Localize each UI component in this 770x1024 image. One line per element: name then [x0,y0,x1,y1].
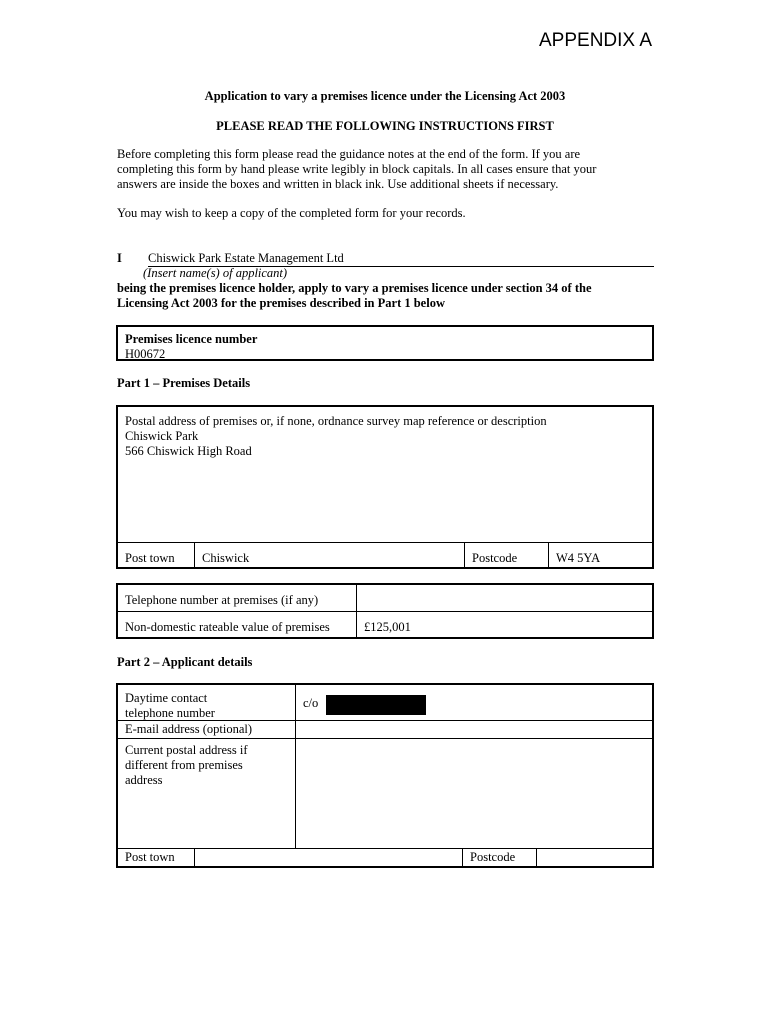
intro-line-1: Before completing this form please read the guidance notes at the end of the form. If you are [117,147,581,161]
current-address-label [118,739,255,792]
intro-line-2: completing this form by hand please write legibly in block capitals. In all cases ensure that your [117,162,597,176]
part2-heading: Part 2 – Applicant details [117,655,253,669]
redacted-block [326,695,426,715]
daytime-phone-label-line-1: Daytime contact [125,691,208,705]
post-town-value[interactable]: Chiswick [202,551,250,565]
applicant-post-town-field[interactable] [195,848,462,866]
rateable-value-label: Non-domestic rateable value of premises [125,620,330,634]
part1-heading: Part 1 – Premises Details [117,376,251,390]
applicant-postcode-label: Postcode [470,850,516,864]
statement-line-2: Licensing Act 2003 for the premises described in Part 1 below [117,296,445,310]
applicant-post-town-label: Post town [125,850,175,864]
applicant-postcode-field[interactable] [537,848,652,866]
statement-line-1: being the premises licence holder, apply to vary a premises licence under section 34 of the [117,281,592,295]
premises-address-box [116,405,654,569]
current-address-field[interactable] [296,739,652,848]
daytime-phone-value: c/o [303,696,319,710]
telephone-label: Telephone number at premises (if any) [125,593,319,607]
intro-keep-copy: You may wish to keep a copy of the completed form for your records. [117,206,466,220]
premises-address-label: Postal address of premises or, if none, ordnance survey map reference or description [125,414,547,428]
premises-contact-box [116,583,654,639]
address-divider [118,542,652,543]
daytime-phone-field[interactable] [296,687,652,720]
applicant-prefix: I [117,251,122,265]
rateable-value[interactable]: £125,001 [364,620,411,634]
instructions-heading: PLEASE READ THE FOLLOWING INSTRUCTIONS FIRST [216,119,554,133]
premises-address-line-1: Chiswick Park [125,429,199,443]
postcode-label: Postcode [472,551,518,565]
telephone-value[interactable] [357,589,652,611]
premises-address-line-2: 566 Chiswick High Road [125,444,252,458]
premises-address-field[interactable] [118,410,648,463]
current-address-label-line-1: Current postal address if [125,743,248,757]
form-title: Application to vary a premises licence under the Licensing Act 2003 [204,89,566,103]
licence-number-box[interactable] [116,325,654,361]
intro-paragraph [117,147,657,192]
applicant-name: Chiswick Park Estate Management Ltd [148,251,344,265]
email-label: E-mail address (optional) [125,722,253,736]
daytime-phone-label-line-2: telephone number [125,706,215,720]
post-town-label: Post town [125,551,175,565]
postcode-value[interactable]: W4 5YA [556,551,601,565]
applicant-statement [117,281,657,311]
applicant-name-field[interactable] [148,251,654,267]
licence-number-value: H00672 [125,347,166,361]
licence-number-label: Premises licence number [125,332,258,346]
email-field[interactable] [296,720,652,738]
applicant-details-box [116,683,654,868]
intro-line-3: answers are inside the boxes and written in black ink. Use additional sheets if necessary. [117,177,559,191]
current-address-label-line-2: different from premises [125,758,243,772]
appendix-label: APPENDIX A [539,30,652,51]
applicant-name-hint: (Insert name(s) of applicant) [143,266,288,280]
current-address-label-line-3: address [125,773,163,787]
